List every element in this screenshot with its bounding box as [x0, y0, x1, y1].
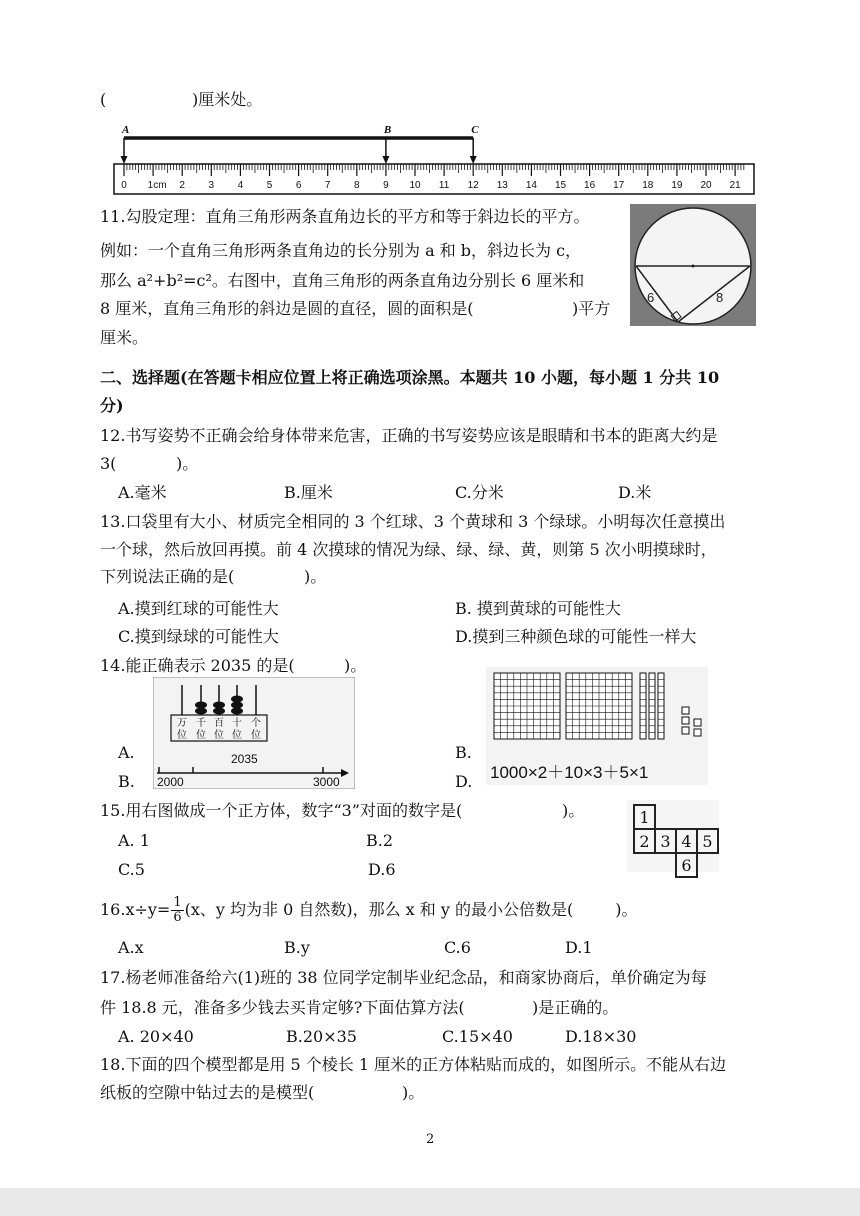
circle-triangle-figure	[630, 204, 756, 326]
ruler-tick-label-7: 7	[324, 180, 331, 191]
q18-line2: 纸板的空隙中钻过去的是模型(	[100, 1083, 315, 1102]
ruler-tick-label-8: 8	[354, 180, 360, 191]
cube-net-figure	[627, 800, 719, 875]
net-cell-5: 5	[697, 829, 718, 853]
q14-line1b: )。	[344, 656, 367, 675]
q17-line2b: )是正确的。	[532, 998, 619, 1017]
q17-option-a: A. 20×40	[118, 1027, 194, 1046]
q16-option-d: D.1	[565, 938, 593, 957]
ruler-tick-label-2: 2	[179, 180, 185, 191]
q13-line3b: )。	[304, 567, 327, 586]
q13-option-c: C.摸到绿球的可能性大	[118, 627, 279, 646]
ruler-point-B: B	[383, 124, 392, 136]
q13-line2: 一个球，然后放回再摸。前 4 次摸球的情况为绿、绿、绿、黄，则第 5 次小明摸球时，	[100, 540, 717, 559]
q16-post2: )。	[615, 900, 638, 919]
q10-tail-text: )厘米处。	[192, 90, 263, 109]
q14-option-a-label: A.	[118, 743, 135, 762]
ruler-tick-label-11: 11	[438, 180, 450, 191]
abacus-numberline-figure	[153, 677, 355, 789]
net-cell-3: 3	[655, 829, 676, 853]
abacus-label-ge: 个	[251, 718, 261, 729]
q17-option-c: C.15×40	[442, 1027, 513, 1046]
ruler-tick-label-17: 17	[613, 180, 625, 191]
numline-mark-label: 2035	[231, 752, 258, 766]
ruler-tick-label-14: 14	[525, 180, 537, 191]
q11-line4: 8 厘米，直角三角形的斜边是圆的直径，圆的面积是(	[100, 299, 474, 318]
q16-pre: 16.x÷y=	[100, 900, 171, 919]
q13-option-d: D.摸到三种颜色球的可能性一样大	[455, 627, 697, 646]
unit-cube-0	[682, 707, 689, 714]
numline-start-label: 2000	[157, 775, 184, 789]
svg-text:位: 位	[177, 730, 187, 741]
q15-line1: 15.用右图做成一个正方体，数字“3”对面的数字是(	[100, 801, 463, 820]
q14-option-c-label: B.	[118, 772, 135, 791]
q12-option-d: D.米	[618, 483, 652, 502]
q10-open-paren: (	[100, 90, 107, 109]
section2-heading-line1: 二、选择题(在答题卡相应位置上将正确选项涂黑。本题共 10 小题，每小题 1 分共 10	[100, 368, 720, 387]
place-value-expression: 1000×2＋10×3＋5×1	[490, 763, 649, 782]
q15-option-c: C.5	[118, 860, 145, 879]
thousand-block	[494, 673, 560, 739]
leg-label-8: 8	[716, 290, 724, 305]
place-value-blocks-figure	[486, 667, 708, 785]
unit-cube-2	[682, 727, 689, 734]
q18-line1: 18.下面的四个模型都是用 5 个棱长 1 厘米的正方体粘贴而成的，如图所示。不能从右边	[100, 1055, 727, 1074]
q16-post: (x、y 均为非 0 自然数)，那么 x 和 y 的最小公倍数是(	[184, 900, 574, 919]
q11-line1: 11.勾股定理：直角三角形两条直角边长的平方和等于斜边长的平方。	[100, 207, 590, 226]
ruler-tick-label-19: 19	[671, 180, 683, 191]
leg-label-6: 6	[647, 290, 655, 305]
svg-text:位: 位	[196, 730, 206, 741]
abacus-label-wan: 万	[177, 718, 187, 729]
q15-option-b: B.2	[366, 831, 394, 850]
q15-option-d: D.6	[368, 860, 396, 879]
q11-line4b: )平方	[572, 299, 611, 318]
q16-option-c: C.6	[444, 938, 471, 957]
q17-option-b: B.20×35	[286, 1027, 357, 1046]
ruler-tick-label-1: 1cm	[147, 180, 167, 191]
ruler-tick-label-3: 3	[208, 180, 215, 191]
q16-option-b: B.y	[284, 938, 310, 957]
ruler-tick-label-6: 6	[295, 180, 302, 191]
q18-line2b: )。	[402, 1083, 425, 1102]
ruler-tick-label-12: 12	[467, 180, 479, 191]
net-cell-6: 6	[676, 853, 697, 877]
ruler-tick-label-0: 0	[121, 180, 127, 191]
q17-line2: 件 18.8 元，准备多少钱去买肯定够?下面估算方法(	[100, 998, 465, 1017]
q13-option-a: A.摸到红球的可能性大	[118, 599, 279, 618]
unit-cube-1	[682, 717, 689, 724]
ruler-figure	[110, 122, 760, 200]
q16-line	[100, 892, 638, 928]
q13-line1: 13.口袋里有大小、材质完全相同的 3 个红球、3 个黄球和 3 个绿球。小明每次任意摸出	[100, 512, 726, 531]
q17-option-d: D.18×30	[565, 1027, 637, 1046]
svg-text:位: 位	[251, 730, 261, 741]
q17-line1: 17.杨老师准备给六(1)班的 38 位同学定制毕业纪念品，和商家协商后，单价确定为每	[100, 968, 707, 987]
section2-heading-line2: 分)	[100, 396, 124, 415]
abacus-label-shi: 十	[232, 718, 242, 729]
ruler-point-A: A	[122, 124, 130, 136]
q11-line2: 例如：一个直角三角形两条直角边的长分别为 a 和 b，斜边长为 c，	[100, 241, 582, 260]
q12-line2b: )。	[176, 454, 199, 473]
abacus-label-qian: 千	[196, 718, 206, 729]
q12-option-c: C.分米	[455, 483, 504, 502]
ruler-tick-label-21: 21	[729, 180, 741, 191]
q11-line5: 厘米。	[100, 328, 149, 347]
ruler-tick-label-4: 4	[237, 180, 244, 191]
page-number: 2	[426, 1132, 435, 1147]
thousand-block	[566, 673, 632, 739]
abacus-label-bai: 百	[214, 718, 224, 729]
q14-option-d-label: D.	[455, 772, 473, 791]
q14-line1: 14.能正确表示 2035 的是(	[100, 656, 295, 675]
unit-cube-4	[694, 729, 701, 736]
svg-text:位: 位	[214, 730, 224, 741]
ruler-tick-label-13: 13	[496, 180, 508, 191]
ruler-tick-label-16: 16	[584, 180, 596, 191]
q12-line1: 12.书写姿势不正确会给身体带来危害，正确的书写姿势应该是眼睛和书本的距离大约是	[100, 426, 718, 445]
q12-option-b: B.厘米	[284, 483, 333, 502]
ruler-tick-label-9: 9	[383, 180, 389, 191]
q15-option-a: A. 1	[118, 831, 150, 850]
q13-line3: 下列说法正确的是(	[100, 567, 235, 586]
ruler-tick-label-10: 10	[409, 180, 421, 191]
q11-line3: 那么 a²+b²=c²。右图中，直角三角形的两条直角边分别长 6 厘米和	[100, 271, 585, 290]
numline-end-label: 3000	[313, 775, 340, 789]
net-cell-1: 1	[634, 805, 655, 829]
svg-text:位: 位	[232, 730, 242, 741]
ruler-tick-label-15: 15	[554, 180, 567, 191]
q14-option-b-label: B.	[455, 743, 472, 762]
ruler-tick-label-5: 5	[266, 180, 273, 191]
q13-option-b: B. 摸到黄球的可能性大	[455, 599, 621, 618]
q16-fraction: $\frac{1}{6}$	[173, 895, 182, 925]
net-cell-4: 4	[676, 829, 697, 853]
unit-cube-3	[694, 719, 701, 726]
bottom-scan-edge	[0, 1188, 860, 1216]
q15-line1b: )。	[562, 801, 585, 820]
q12-line2: 3(	[100, 454, 117, 473]
q16-option-a: A.x	[118, 938, 144, 957]
ruler-point-C: C	[471, 124, 479, 136]
net-cell-2: 2	[634, 829, 655, 853]
ruler-tick-label-20: 20	[700, 180, 712, 191]
q12-option-a: A.毫米	[118, 483, 167, 502]
ruler-tick-label-18: 18	[642, 180, 654, 191]
